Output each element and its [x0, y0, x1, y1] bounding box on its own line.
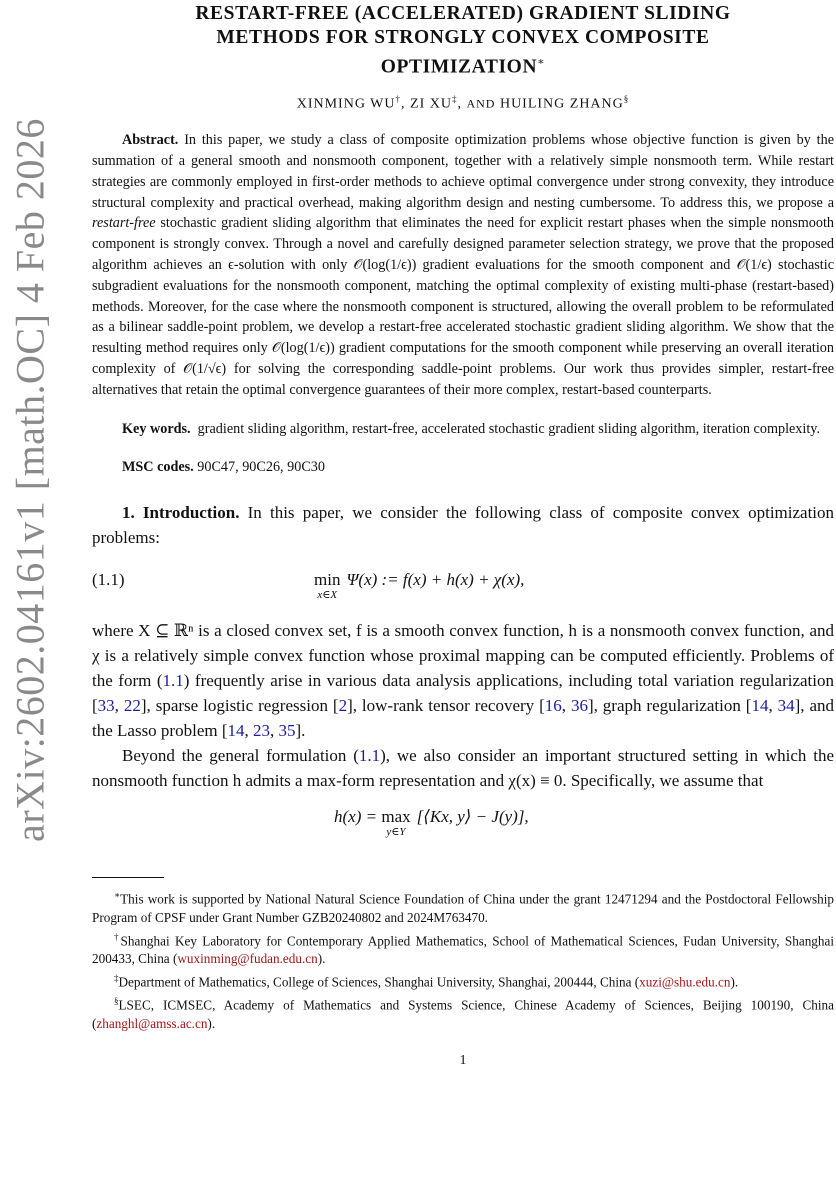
max-subscript: y∈Y: [386, 826, 406, 839]
equation-lhs: h(x) =: [334, 807, 382, 827]
section-intro-text: In this paper, we consider the following class of composite convex optimization problems:: [92, 503, 835, 548]
email-link[interactable]: xuzi@shu.edu.cn: [639, 974, 731, 990]
abstract-emphasis: restart-free: [92, 215, 156, 232]
footnote-divider: [92, 877, 164, 878]
keywords-label: Key words.: [122, 420, 191, 437]
equation-ref-link[interactable]: 1.1: [162, 671, 184, 691]
author-1: XINMING WU: [296, 96, 396, 112]
author-list: XINMING WU†, ZI XU‡, AND HUILING ZHANG§: [296, 93, 630, 112]
email-link[interactable]: wuxinming@fudan.edu.cn: [177, 951, 318, 967]
footnote-funding: [92, 886, 834, 927]
author-3: HUILING ZHANG: [499, 96, 624, 112]
title-line-2: METHODS FOR STRONGLY CONVEX COMPOSITE: [216, 27, 710, 48]
page-number: 1: [459, 1053, 467, 1069]
equation-body: [334, 807, 529, 837]
para2-text: ), we also consider an important structured setting in which the nonsmooth function h admits a max-form representation and χ(x) ≡ 0. Specifically, we assume that: [92, 746, 834, 791]
min-operator: [314, 570, 340, 600]
abstract-text-2: stochastic gradient sliding algorithm that eliminates the need for explicit restart phases when the simple nonsmooth component is strongly convex. Through a novel and carefully designed parameter selection strategy, we prove that the proposed algorithm achieves an ϵ-solution with only 𝒪(log(1/ϵ)) gradient evaluations for the smooth component and 𝒪(1/ϵ) stochastic subgradient evaluations for the nonsmooth component, matching the optimal complexity of existing multi-phase (restart-based) methods. Moreover, for the case where the nonsmooth component is structured, allowing the overall problem to be reformulated as a bilinear saddle-point problem, we develop a restart-free accelerated stochastic gradient sliding algorithm. We show that the resulting method requires only 𝒪(log(1/ϵ)) gradient computations for the smooth component while preserving an overall iteration complexity of 𝒪(1/√ϵ) for solving the corresponding saddle-point problems. Our work thus provides simpler, restart-free alternatives that retain the optimal convergence guarantees of their more complex, restart-based counterparts.: [92, 215, 834, 398]
section-introduction: [92, 500, 834, 550]
max-operator: [381, 807, 410, 837]
footnote-author-3: [92, 992, 834, 1033]
min-op-text: min: [314, 570, 341, 590]
para1-text: where X ⊆ ℝⁿ is a closed convex set, f is a smooth convex function, h is a nonsmooth convex function, and χ is a relatively simple convex function whose proximal mapping can be computed efficiently. Problems of the form (: [92, 621, 834, 691]
keywords: [92, 419, 834, 440]
para1-text: ], and the Lasso problem [: [92, 696, 835, 741]
para1-text: ], graph regularization [: [587, 696, 752, 716]
keywords-text: gradient sliding algorithm, restart-free, accelerated stochastic gradient sliding algorithm, iteration complexity.: [197, 420, 821, 437]
citation-link[interactable]: 14: [227, 721, 245, 741]
title-footnote-mark: ∗: [537, 56, 546, 68]
footnote-mark: ‡: [114, 972, 119, 983]
citation-link[interactable]: 16: [544, 696, 562, 716]
footnote-mark: †: [114, 931, 121, 942]
footnote-mark: ∗: [114, 890, 121, 901]
para2-text: Beyond the general formulation (: [122, 746, 359, 766]
arxiv-stamp: [0, 0, 60, 1200]
min-subscript: x∈X: [317, 589, 338, 602]
citation-link[interactable]: 33: [97, 696, 115, 716]
footnote-close: ).: [207, 1015, 216, 1031]
author-and: AND: [466, 96, 496, 111]
footnote-text: Department of Mathematics, College of Sciences, Shanghai University, Shanghai, 200444, China (: [118, 974, 640, 990]
msc-text: 90C47, 90C26, 90C30: [197, 459, 325, 476]
paragraph-1: where X ⊆ ℝⁿ is a closed convex set, f is a smooth convex function, h is a nonsmooth convex function, and χ is a relatively simple convex function whose proximal mapping can be computed efficiently. Problems of the form (1.1) frequently arise in various data analysis applications, including total variation regularization [33, 22], sparse logistic regression [2], low-rank tensor recovery [16, 36], graph regularization [14, 34], and the Lasso problem [14, 23, 35].: [92, 621, 835, 741]
para1-text: ].: [295, 721, 306, 741]
footnote-author-1: [92, 928, 834, 969]
paragraph-2: [92, 743, 834, 793]
footnotes: [92, 886, 834, 1033]
abstract-label: Abstract.: [122, 132, 179, 149]
footnote-text: This work is supported by National Natural Science Foundation of China under the grant 12471294 and the Postdoctoral Fellowship Program of CPSF under Grant Number GZB20240802 and 2024M763470.: [92, 891, 834, 925]
citation-link[interactable]: 14: [751, 696, 769, 716]
footnote-author-2: [92, 969, 834, 992]
paper-title: [92, 2, 834, 80]
citation-link[interactable]: 36: [570, 696, 588, 716]
citation-link[interactable]: 34: [777, 696, 795, 716]
section-heading: 1. Introduction.: [122, 503, 240, 523]
footnote-close: ).: [317, 951, 326, 967]
footnote-text: Shanghai Key Laboratory for Contemporary Applied Mathematics, School of Mathematical Sciences, Fudan University, Shanghai 200433, China (: [92, 932, 834, 967]
equation-label: (1.1): [92, 570, 125, 590]
equation-expression: [⟨Kx, y⟩ − J(y)],: [416, 807, 529, 827]
author-3-mark: §: [623, 93, 630, 104]
equation-1-1: [92, 556, 834, 612]
title-line-3-text: OPTIMIZATION: [380, 56, 538, 78]
email-link[interactable]: zhanghl@amss.ac.cn: [96, 1015, 208, 1031]
citation-link[interactable]: 2: [338, 696, 348, 716]
citation-link[interactable]: 35: [278, 721, 296, 741]
footnote-text: LSEC, ICMSEC, Academy of Mathematics and Systems Science, Chinese Academy of Sciences, Beijing 100190, China (: [92, 997, 834, 1031]
equation-body: [314, 570, 524, 600]
abstract-text-1: In this paper, we study a class of composite optimization problems whose objective function is given by the summation of a general smooth and nonsmooth component, together with a relatively simple nonsmooth term. While restart strategies are commonly employed in first-order methods to achieve optimal convergence under strong convexity, they introduce structural complexity and practical overhead, making algorithm design and nesting cumbersome. To address this, we propose a: [92, 132, 834, 211]
citation-link[interactable]: 22: [123, 696, 141, 716]
abstract: [92, 130, 834, 400]
author-2: ZI XU: [410, 96, 452, 112]
author-2-mark: ‡: [451, 93, 458, 104]
footnote-mark: §: [114, 995, 119, 1006]
arxiv-stamp-text: arXiv:2602.04161v1 [math.OC] 4 Feb 2026: [7, 118, 53, 842]
para1-text: ], sparse logistic regression [: [140, 696, 339, 716]
equation-ref-link[interactable]: 1.1: [358, 746, 381, 766]
msc-label: MSC codes.: [122, 459, 194, 476]
max-op-text: max: [381, 807, 411, 827]
msc-codes: [92, 457, 834, 478]
para1-text: ], low-rank tensor recovery [: [347, 696, 545, 716]
title-line-3: [92, 50, 834, 80]
equation-expression: Ψ(x) := f(x) + h(x) + χ(x),: [346, 570, 525, 590]
equation-max-form: [92, 799, 834, 859]
footnote-close: ).: [730, 974, 739, 990]
paper-page: [92, 0, 834, 1069]
citation-link[interactable]: 23: [253, 721, 270, 741]
author-1-mark: †: [395, 93, 402, 104]
para1-text: ) frequently arise in various data analysis applications, including total variation regularization [: [92, 671, 834, 716]
title-line-1: RESTART-FREE (ACCELERATED) GRADIENT SLIDING: [195, 3, 731, 24]
